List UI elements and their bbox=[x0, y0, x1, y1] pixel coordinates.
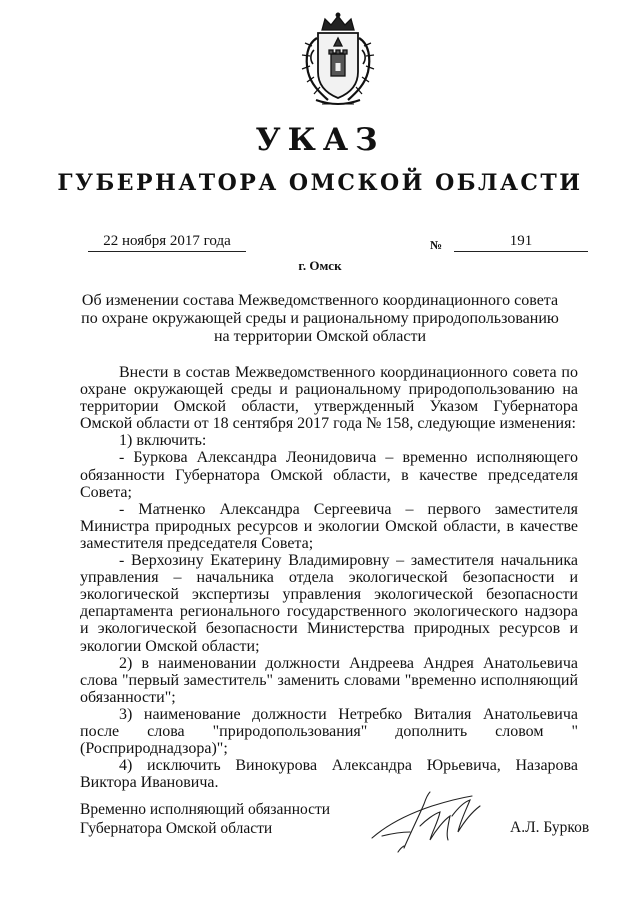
body-paragraph: 3) наименование должности Нетребко Виталия Анатольевича после слова "природопользования" дополнить словом "(Росприроднадзора)"; bbox=[80, 705, 578, 758]
document-title: УКАЗ bbox=[255, 122, 385, 158]
body-paragraph: 4) исключить Винокурова Александра Юрьевича, Назарова Виктора Ивановича. bbox=[80, 757, 578, 792]
document-number: 191 bbox=[509, 233, 533, 249]
body-paragraph: Внести в состав Межведомственного координационного совета по охране окружающей среды и рациональному природопользованию на территории Омской области, утвержденный Указом Губернатора Омской области от 18 сентября 2017 года № 158, следующие изменения: bbox=[80, 364, 578, 433]
signer-position bbox=[80, 800, 330, 838]
body-paragraph: - Буркова Александра Леонидовича – временно исполняющего обязанности Губернатора Омской области, в качестве председателя Совета; bbox=[80, 449, 578, 501]
heading-line: по охране окружающей среды и рациональному природопользованию bbox=[81, 310, 559, 327]
body-paragraph: - Верхозину Екатерину Владимировну – заместителя начальника управления – начальника отдела экологической безопасности и экологической экспертизы управления экологической безопасности департамента регионального государственного экологического надзора и экологической безопасности Министерства природных ресурсов и экологии Омской области; bbox=[80, 552, 578, 655]
body-paragraph: - Матненко Александра Сергеевича – первого заместителя Министра природных ресурсов и экологии Омской области, в качестве заместителя председателя Совета; bbox=[80, 500, 578, 552]
signer-line: Временно исполняющий обязанности bbox=[80, 801, 331, 818]
signer-name: А.Л. Бурков bbox=[510, 819, 590, 836]
heading-line: Об изменении состава Межведомственного координационного совета bbox=[81, 292, 559, 309]
document-body bbox=[80, 364, 578, 791]
signer-line: Губернатора Омской области bbox=[80, 820, 273, 837]
number-underline bbox=[454, 251, 588, 252]
heading-line: на территории Омской области bbox=[213, 328, 426, 345]
handwritten-signature bbox=[360, 786, 500, 862]
document-date: 22 ноября 2017 года bbox=[103, 233, 231, 249]
coat-of-arms-emblem bbox=[292, 10, 384, 110]
document-subtitle: ГУБЕРНАТОРА ОМСКОЙ ОБЛАСТИ bbox=[57, 170, 583, 196]
document-heading bbox=[80, 292, 560, 346]
body-paragraph: 1) включить: bbox=[119, 432, 207, 450]
number-label: № bbox=[430, 238, 443, 252]
document-city: г. Омск bbox=[298, 258, 342, 273]
body-paragraph: 2) в наименовании должности Андреева Андрея Анатольевича слова "первый заместитель" заменить словами "временно исполняющий обязанности"; bbox=[80, 654, 578, 706]
date-underline bbox=[88, 251, 246, 252]
